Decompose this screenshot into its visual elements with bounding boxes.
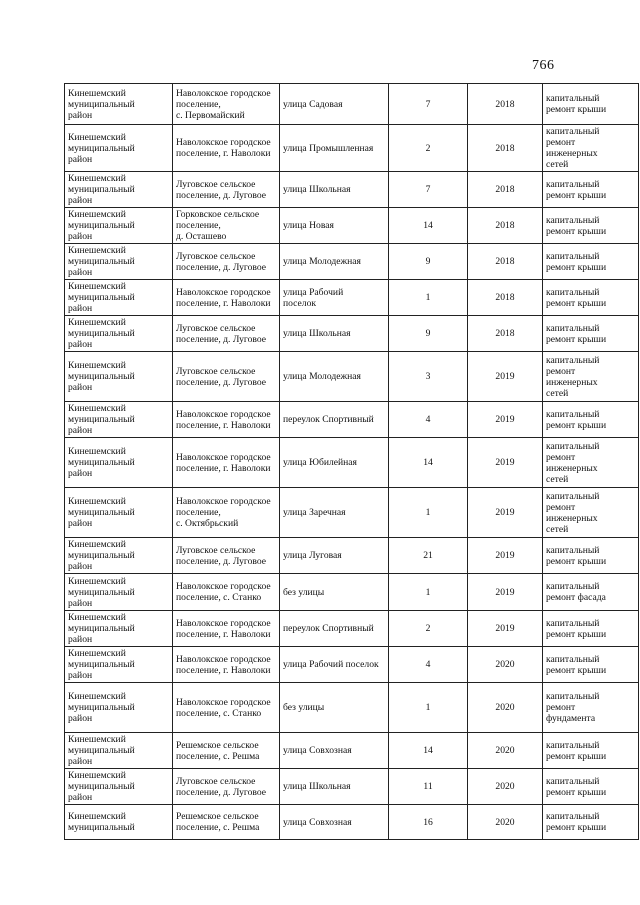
work-type-cell	[543, 538, 639, 574]
table-body	[65, 84, 639, 840]
work-type-cell	[543, 244, 639, 280]
house-number-cell-text: 14	[423, 457, 433, 468]
table-row	[65, 125, 639, 172]
settlement-cell-text: Наволокское городское поселение, г. Наволоки	[176, 408, 271, 431]
work-type-cell-text: капитальный ремонт крыши	[546, 775, 607, 798]
house-number-cell	[389, 280, 468, 316]
work-type-cell	[543, 769, 639, 805]
house-number-cell-text: 4	[425, 414, 431, 425]
district-cell	[65, 244, 173, 280]
year-cell	[468, 488, 543, 538]
year-cell	[468, 208, 543, 244]
year-cell	[468, 647, 543, 683]
street-cell-text: улица Школьная	[283, 184, 351, 195]
district-cell-text: Кинешемский муниципальный район	[68, 575, 135, 609]
house-number-cell-text: 14	[423, 745, 433, 756]
year-cell	[468, 438, 543, 488]
work-type-cell-text: капитальный ремонт фасада	[546, 581, 606, 603]
district-cell	[65, 438, 173, 488]
settlement-cell-text: Наволокское городское поселение, с. Станко	[176, 581, 271, 603]
district-cell-text: Кинешемский муниципальный	[68, 811, 135, 833]
table-row	[65, 438, 639, 488]
settlement-cell	[173, 402, 280, 438]
settlement-cell-text: Наволокское городское поселение, г. Наволоки	[176, 137, 271, 159]
house-number-cell	[389, 538, 468, 574]
work-type-cell-text: капитальный ремонт крыши	[546, 214, 607, 237]
settlement-cell-text: Луговское сельское поселение, д. Луговое	[176, 775, 267, 798]
house-number-cell-text: 1	[425, 292, 431, 303]
settlement-cell-text: Луговское сельское поселение, д. Луговое	[176, 544, 267, 567]
year-cell	[468, 402, 543, 438]
street-cell	[280, 352, 389, 402]
work-type-cell	[543, 280, 639, 316]
street-cell	[280, 125, 389, 172]
table-row	[65, 683, 639, 733]
house-number-cell	[389, 574, 468, 611]
street-cell-text: переулок Спортивный	[283, 623, 374, 634]
house-number-cell-text: 4	[425, 659, 431, 670]
street-cell	[280, 316, 389, 352]
house-number-cell	[389, 352, 468, 402]
district-cell	[65, 402, 173, 438]
work-type-cell	[543, 574, 639, 611]
table-row	[65, 280, 639, 316]
district-cell-text: Кинешемский муниципальный район	[68, 317, 135, 350]
table-row	[65, 733, 639, 769]
year-cell-text: 2019	[495, 586, 515, 598]
settlement-cell-text: Наволокское городское поселение, с. Октябрьский	[176, 496, 271, 529]
settlement-cell	[173, 172, 280, 208]
year-cell-text: 2020	[495, 745, 515, 756]
work-type-cell-text: капитальный ремонт крыши	[546, 408, 607, 431]
year-cell-text: 2018	[495, 292, 515, 303]
settlement-cell-text: Луговское сельское поселение, д. Луговое	[176, 178, 267, 201]
work-type-cell-text: капитальный ремонт фундамента	[546, 691, 600, 724]
settlement-cell-text: Наволокское городское поселение, с. Станко	[176, 696, 271, 719]
district-cell	[65, 84, 173, 125]
house-number-cell	[389, 316, 468, 352]
year-cell-text: 2020	[495, 816, 515, 828]
street-cell	[280, 574, 389, 611]
work-type-cell-text: капитальный ремонт крыши	[546, 286, 607, 309]
district-cell-text: Кинешемский муниципальный район	[68, 281, 135, 314]
street-cell	[280, 647, 389, 683]
work-type-cell-text: капитальный ремонт крыши	[546, 811, 607, 833]
district-cell	[65, 733, 173, 769]
year-cell	[468, 84, 543, 125]
year-cell	[468, 280, 543, 316]
district-cell	[65, 805, 173, 840]
street-cell	[280, 208, 389, 244]
district-cell	[65, 280, 173, 316]
settlement-cell	[173, 316, 280, 352]
work-type-cell	[543, 611, 639, 647]
year-cell-text: 2018	[495, 220, 515, 231]
district-cell-text: Кинешемский муниципальный район	[68, 496, 135, 529]
year-cell	[468, 316, 543, 352]
street-cell	[280, 611, 389, 647]
house-number-cell-text: 9	[425, 256, 431, 267]
table-row	[65, 84, 639, 125]
district-cell	[65, 125, 173, 172]
year-cell-text: 2018	[495, 98, 515, 110]
year-cell-text: 2018	[495, 256, 515, 267]
settlement-cell-text: Наволокское городское поселение, г. Наволоки	[176, 286, 271, 309]
house-number-cell	[389, 84, 468, 125]
street-cell-text: улица Школьная	[283, 328, 351, 339]
table-row	[65, 769, 639, 805]
page-number: 766	[532, 58, 555, 73]
district-cell-text: Кинешемский муниципальный район	[68, 245, 135, 278]
street-cell-text: улица Молодежная	[283, 256, 361, 267]
district-cell-text: Кинешемский муниципальный район	[68, 403, 135, 436]
year-cell	[468, 683, 543, 733]
year-cell	[468, 805, 543, 840]
district-cell	[65, 647, 173, 683]
work-type-cell	[543, 208, 639, 244]
house-number-cell-text: 2	[425, 623, 431, 634]
settlement-cell-text: Решемское сельское поселение, с. Решма	[176, 811, 260, 833]
district-cell	[65, 769, 173, 805]
year-cell	[468, 352, 543, 402]
house-number-cell	[389, 805, 468, 840]
house-number-cell	[389, 611, 468, 647]
table-row	[65, 208, 639, 244]
work-type-cell	[543, 733, 639, 769]
work-type-cell-text: капитальный ремонт крыши	[546, 322, 607, 345]
street-cell-text: улица Заречная	[283, 507, 346, 518]
street-cell	[280, 683, 389, 733]
year-cell-text: 2019	[495, 371, 515, 382]
table-row	[65, 611, 639, 647]
settlement-cell-text: Луговское сельское поселение, д. Луговое	[176, 250, 267, 273]
work-type-cell-text: капитальный ремонт инженерных сетей	[546, 490, 600, 535]
house-number-cell	[389, 733, 468, 769]
settlement-cell	[173, 208, 280, 244]
settlement-cell	[173, 84, 280, 125]
settlement-cell	[173, 733, 280, 769]
district-cell	[65, 352, 173, 402]
district-cell-text: Кинешемский муниципальный район	[68, 209, 135, 242]
street-cell	[280, 538, 389, 574]
district-cell-text: Кинешемский муниципальный район	[68, 770, 135, 803]
table-row	[65, 402, 639, 438]
district-cell-text: Кинешемский муниципальный район	[68, 539, 135, 572]
work-type-cell-text: капитальный ремонт крыши	[546, 178, 607, 201]
street-cell-text: улица Юбилейная	[283, 457, 357, 468]
year-cell	[468, 733, 543, 769]
street-cell	[280, 84, 389, 125]
settlement-cell-text: Наволокское городское поселение, г. Наволоки	[176, 653, 271, 676]
work-type-cell-text: капитальный ремонт крыши	[546, 617, 607, 640]
work-type-cell-text: капитальный ремонт крыши	[546, 93, 607, 115]
table-row	[65, 647, 639, 683]
year-cell	[468, 769, 543, 805]
settlement-cell	[173, 769, 280, 805]
work-type-cell-text: капитальный ремонт инженерных сетей	[546, 440, 600, 485]
house-number-cell-text: 14	[423, 220, 433, 231]
district-cell-text: Кинешемский муниципальный район	[68, 87, 135, 121]
settlement-cell-text: Наволокское городское поселение, с. Первомайский	[176, 87, 271, 121]
year-cell-text: 2019	[495, 457, 515, 468]
year-cell-text: 2019	[495, 507, 515, 518]
settlement-cell	[173, 574, 280, 611]
district-cell-text: Кинешемский муниципальный район	[68, 691, 135, 724]
district-cell	[65, 611, 173, 647]
street-cell	[280, 244, 389, 280]
settlement-cell-text: Решемское сельское поселение, с. Решма	[176, 739, 260, 762]
house-number-cell-text: 7	[425, 184, 431, 195]
street-cell-text: улица Совхозная	[283, 816, 352, 828]
street-cell	[280, 488, 389, 538]
repair-register-table	[64, 83, 639, 840]
settlement-cell-text: Луговское сельское поселение, д. Луговое	[176, 322, 267, 345]
settlement-cell-text: Луговское сельское поселение, д. Луговое	[176, 365, 267, 388]
house-number-cell	[389, 683, 468, 733]
street-cell-text: улица Новая	[283, 220, 334, 231]
house-number-cell	[389, 244, 468, 280]
district-cell-text: Кинешемский муниципальный район	[68, 173, 135, 206]
district-cell	[65, 538, 173, 574]
work-type-cell	[543, 402, 639, 438]
year-cell-text: 2018	[495, 328, 515, 339]
street-cell-text: улица Садовая	[283, 98, 343, 110]
district-cell-text: Кинешемский муниципальный район	[68, 360, 135, 393]
work-type-cell	[543, 316, 639, 352]
district-cell	[65, 488, 173, 538]
district-cell-text: Кинешемский муниципальный район	[68, 446, 135, 479]
work-type-cell	[543, 683, 639, 733]
street-cell-text: улица Луговая	[283, 550, 342, 561]
house-number-cell	[389, 172, 468, 208]
work-type-cell-text: капитальный ремонт инженерных сетей	[546, 126, 600, 170]
work-type-cell	[543, 125, 639, 172]
street-cell	[280, 280, 389, 316]
street-cell-text: улица Школьная	[283, 781, 351, 792]
table-row	[65, 538, 639, 574]
work-type-cell	[543, 805, 639, 840]
table-row	[65, 352, 639, 402]
work-type-cell	[543, 352, 639, 402]
street-cell-text: улица Молодежная	[283, 371, 361, 382]
work-type-cell-text: капитальный ремонт крыши	[546, 653, 607, 676]
work-type-cell	[543, 172, 639, 208]
table-row	[65, 574, 639, 611]
settlement-cell	[173, 647, 280, 683]
table-row	[65, 316, 639, 352]
work-type-cell	[543, 647, 639, 683]
settlement-cell	[173, 280, 280, 316]
district-cell	[65, 683, 173, 733]
year-cell	[468, 172, 543, 208]
house-number-cell	[389, 438, 468, 488]
street-cell	[280, 769, 389, 805]
table-row	[65, 172, 639, 208]
settlement-cell-text: Наволокское городское поселение, г. Наволоки	[176, 617, 271, 640]
district-cell	[65, 316, 173, 352]
house-number-cell-text: 9	[425, 328, 431, 339]
settlement-cell	[173, 538, 280, 574]
house-number-cell-text: 1	[425, 586, 431, 598]
year-cell-text: 2019	[495, 550, 515, 561]
street-cell-text: переулок Спортивный	[283, 414, 374, 425]
district-cell	[65, 574, 173, 611]
settlement-cell	[173, 438, 280, 488]
year-cell-text: 2020	[495, 702, 515, 713]
settlement-cell-text: Наволокское городское поселение, г. Наволоки	[176, 451, 271, 474]
street-cell-text: улица Совхозная	[283, 745, 352, 756]
year-cell-text: 2018	[495, 184, 515, 195]
year-cell	[468, 611, 543, 647]
street-cell	[280, 733, 389, 769]
street-cell-text: без улицы	[283, 586, 325, 598]
street-cell-text: улица Рабочий поселок	[283, 659, 379, 670]
street-cell	[280, 805, 389, 840]
house-number-cell	[389, 647, 468, 683]
work-type-cell-text: капитальный ремонт крыши	[546, 250, 607, 273]
district-cell-text: Кинешемский муниципальный район	[68, 734, 135, 767]
year-cell-text: 2020	[495, 781, 515, 792]
table-row	[65, 488, 639, 538]
street-cell-text: без улицы	[283, 702, 325, 713]
year-cell	[468, 125, 543, 172]
district-cell-text: Кинешемский муниципальный район	[68, 648, 135, 681]
settlement-cell	[173, 488, 280, 538]
house-number-cell-text: 11	[423, 781, 433, 792]
year-cell	[468, 574, 543, 611]
street-cell	[280, 438, 389, 488]
settlement-cell	[173, 805, 280, 840]
work-type-cell	[543, 488, 639, 538]
work-type-cell	[543, 84, 639, 125]
year-cell-text: 2019	[495, 623, 515, 634]
house-number-cell	[389, 769, 468, 805]
house-number-cell-text: 2	[425, 142, 431, 154]
house-number-cell-text: 1	[425, 507, 431, 518]
settlement-cell	[173, 352, 280, 402]
house-number-cell-text: 16	[423, 816, 433, 828]
house-number-cell	[389, 402, 468, 438]
year-cell-text: 2019	[495, 414, 515, 425]
settlement-cell	[173, 125, 280, 172]
house-number-cell-text: 21	[423, 550, 433, 561]
house-number-cell	[389, 488, 468, 538]
district-cell-text: Кинешемский муниципальный район	[68, 131, 135, 165]
year-cell	[468, 538, 543, 574]
work-type-cell-text: капитальный ремонт инженерных сетей	[546, 354, 600, 399]
settlement-cell	[173, 683, 280, 733]
district-cell	[65, 208, 173, 244]
year-cell	[468, 244, 543, 280]
street-cell	[280, 402, 389, 438]
settlement-cell-text: Горковское сельское поселение, д. Осташево	[176, 209, 260, 242]
house-number-cell-text: 3	[425, 371, 431, 382]
district-cell	[65, 172, 173, 208]
district-cell-text: Кинешемский муниципальный район	[68, 612, 135, 645]
settlement-cell	[173, 244, 280, 280]
settlement-cell	[173, 611, 280, 647]
street-cell-text: улица Рабочий поселок	[283, 286, 344, 309]
house-number-cell	[389, 208, 468, 244]
work-type-cell-text: капитальный ремонт крыши	[546, 544, 607, 567]
house-number-cell-text: 7	[425, 98, 431, 110]
work-type-cell	[543, 438, 639, 488]
house-number-cell-text: 1	[425, 702, 431, 713]
work-type-cell-text: капитальный ремонт крыши	[546, 739, 607, 762]
year-cell-text: 2018	[495, 142, 515, 154]
table-row	[65, 805, 639, 840]
year-cell-text: 2020	[495, 659, 515, 670]
street-cell-text: улица Промышленная	[283, 142, 374, 154]
house-number-cell	[389, 125, 468, 172]
table-row	[65, 244, 639, 280]
street-cell	[280, 172, 389, 208]
